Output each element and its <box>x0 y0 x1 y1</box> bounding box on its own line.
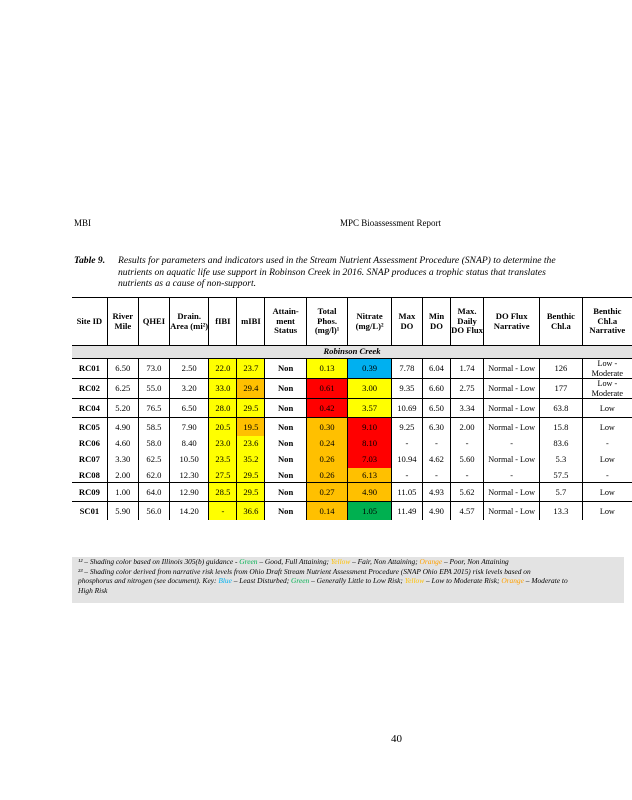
table-row <box>72 483 632 502</box>
do-flux-narrative: - <box>484 436 540 450</box>
nitrate: 7.03 <box>348 450 392 468</box>
footnote-1 <box>78 557 624 567</box>
caption-line-3: nutrients as a cause of non-support. <box>118 278 257 290</box>
benthic-chla-narrative: Low <box>599 454 615 464</box>
nitrate: 1.05 <box>348 502 392 521</box>
min-do: - <box>422 468 450 483</box>
col-header: QHEI <box>138 298 169 346</box>
qhei: 62.0 <box>138 468 169 483</box>
do-flux-narrative: Normal - Low <box>484 399 540 418</box>
max-daily-do-flux: - <box>450 468 483 483</box>
max-do: 10.94 <box>391 450 422 468</box>
max-daily-do-flux: 5.60 <box>450 450 483 468</box>
key-yellow: Yellow <box>330 557 351 566</box>
key-blue: Blue <box>218 576 232 586</box>
footnote-text: – Low to Moderate Risk; <box>424 576 502 586</box>
footnote-text: – Poor, Non Attaining <box>442 557 509 566</box>
benthic-chla-narrative: Low <box>582 399 632 418</box>
max-daily-do-flux: 4.57 <box>450 502 483 521</box>
max-daily-do-flux: 1.74 <box>450 359 483 379</box>
do-flux-narrative: Normal - Low <box>484 418 540 437</box>
site-id: RC05 <box>72 418 107 437</box>
benthic-chla-narrative: Low <box>582 483 632 502</box>
page-number: 40 <box>391 733 402 745</box>
nitrate: 3.57 <box>348 399 392 418</box>
river-mile: 4.90 <box>107 418 138 437</box>
drain-area: 7.90 <box>169 418 208 437</box>
qhei: 73.0 <box>138 359 169 379</box>
header-title: MPC Bioassessment Report <box>340 218 442 228</box>
col-header: Benthic Chl.a <box>540 298 583 346</box>
drain-area: 6.50 <box>169 399 208 418</box>
total-phos: 0.13 <box>306 359 347 379</box>
total-phos: 0.30 <box>306 418 347 437</box>
snap-results-table <box>72 297 632 520</box>
footnote-text: – Least Disturbed; <box>231 576 292 586</box>
total-phos: 0.42 <box>306 399 347 418</box>
site-id: RC07 <box>72 450 107 468</box>
group-label: Robinson Creek <box>72 346 632 359</box>
fibi: 33.0 <box>209 379 237 399</box>
header-left: MBI <box>74 218 92 228</box>
benthic-chla: 57.5 <box>540 468 583 483</box>
key-orange: Orange <box>419 557 443 566</box>
max-do: 9.35 <box>391 379 422 399</box>
footnote-2-line-2 <box>78 576 624 586</box>
fibi: 23.5 <box>209 450 237 468</box>
river-mile: 2.00 <box>107 468 138 483</box>
nitrate: 3.00 <box>348 379 392 399</box>
drain-area: 3.20 <box>169 379 208 399</box>
site-id: RC09 <box>72 483 107 502</box>
benthic-chla-narrative: Low - Moderate <box>582 359 632 379</box>
benthic-chla: 126 <box>540 359 583 379</box>
col-header: Nitrate (mg/L)² <box>348 298 392 346</box>
col-header: Drain. Area (mi²) <box>169 298 208 346</box>
table-row <box>72 359 632 379</box>
qhei: 56.0 <box>138 502 169 521</box>
benthic-chla-narrative: - <box>605 438 609 448</box>
mibi: 36.6 <box>237 502 265 521</box>
attainment-status: Non <box>265 379 306 399</box>
benthic-chla-narrative: Low - Moderate <box>582 379 632 399</box>
table-caption <box>74 255 614 290</box>
attainment-status: Non <box>265 359 306 379</box>
mibi: 29.4 <box>237 379 265 399</box>
site-id: RC01 <box>72 359 107 379</box>
mibi: 29.5 <box>237 483 265 502</box>
benthic-chla: 177 <box>540 379 583 399</box>
footnote-text: phosphorus and nitrogen (see document). Key: <box>78 576 219 586</box>
table-label: Table 9. <box>74 255 106 266</box>
do-flux-narrative: Normal - Low <box>484 483 540 502</box>
table-row <box>72 502 632 521</box>
min-do: - <box>422 436 450 450</box>
table-row <box>72 399 632 418</box>
col-header: Total Phos. (mg/l)¹ <box>306 298 347 346</box>
col-header: Max DO <box>391 298 422 346</box>
key-green: Green <box>239 557 258 566</box>
col-header: River Mile <box>107 298 138 346</box>
drain-area: 14.20 <box>169 502 208 521</box>
table-header-row <box>72 298 632 346</box>
site-id: RC06 <box>72 436 107 450</box>
qhei: 58.0 <box>138 436 169 450</box>
max-daily-do-flux: - <box>450 436 483 450</box>
max-daily-do-flux: 2.75 <box>450 379 483 399</box>
fibi: 28.5 <box>209 483 237 502</box>
drain-area: 8.40 <box>169 436 208 450</box>
drain-area: 12.30 <box>169 468 208 483</box>
benthic-chla-narrative: Low <box>599 422 615 432</box>
benthic-chla: 83.6 <box>540 436 583 450</box>
site-id: RC08 <box>72 468 107 483</box>
river-mile: 6.50 <box>107 359 138 379</box>
drain-area: 12.90 <box>169 483 208 502</box>
do-flux-narrative: Normal - Low <box>484 379 540 399</box>
min-do: 6.50 <box>422 399 450 418</box>
attainment-status: Non <box>265 483 306 502</box>
fibi: 27.5 <box>209 468 237 483</box>
nitrate: 6.13 <box>348 468 392 483</box>
drain-area: 2.50 <box>169 359 208 379</box>
benthic-chla: 5.7 <box>540 483 583 502</box>
table-row <box>72 418 632 437</box>
table-row <box>72 436 632 450</box>
nitrate: 4.90 <box>348 483 392 502</box>
mibi: 19.5 <box>237 418 265 437</box>
col-header: Benthic Chl.a Narrative <box>582 298 632 346</box>
max-do: 11.49 <box>391 502 422 521</box>
fibi: - <box>209 502 237 521</box>
max-daily-do-flux: 2.00 <box>450 418 483 437</box>
key-green: Green <box>291 576 310 586</box>
max-do: 10.69 <box>391 399 422 418</box>
table-row <box>72 379 632 399</box>
qhei: 64.0 <box>138 483 169 502</box>
river-mile: 5.90 <box>107 502 138 521</box>
fibi: 22.0 <box>209 359 237 379</box>
nitrate: 9.10 <box>348 418 392 437</box>
benthic-chla: 15.8 <box>540 418 583 437</box>
site-id: RC02 <box>72 379 107 399</box>
total-phos: 0.61 <box>306 379 347 399</box>
qhei: 58.5 <box>138 418 169 437</box>
max-do: 7.78 <box>391 359 422 379</box>
max-do: - <box>391 468 422 483</box>
mibi: 23.7 <box>237 359 265 379</box>
nitrate: 8.10 <box>348 436 392 450</box>
do-flux-narrative: Normal - Low <box>484 359 540 379</box>
total-phos: 0.14 <box>306 502 347 521</box>
footnote-text: – Moderate to <box>523 576 568 586</box>
river-mile: 5.20 <box>107 399 138 418</box>
col-header: DO Flux Narrative <box>484 298 540 346</box>
attainment-status: Non <box>265 468 306 483</box>
river-mile: 3.30 <box>107 450 138 468</box>
footnotes <box>72 557 624 603</box>
do-flux-narrative: Normal - Low <box>484 502 540 521</box>
max-daily-do-flux: 3.34 <box>450 399 483 418</box>
mibi: 29.5 <box>237 399 265 418</box>
attainment-status: Non <box>265 436 306 450</box>
total-phos: 0.26 <box>306 468 347 483</box>
total-phos: 0.27 <box>306 483 347 502</box>
min-do: 4.90 <box>422 502 450 521</box>
footnote-text: ¹² – Shading color based on Illinois 305(b) guidance - <box>78 557 240 566</box>
min-do: 4.62 <box>422 450 450 468</box>
key-yellow: Yellow <box>404 576 425 586</box>
qhei: 76.5 <box>138 399 169 418</box>
fibi: 20.5 <box>209 418 237 437</box>
mibi: 29.5 <box>237 468 265 483</box>
mibi: 23.6 <box>237 436 265 450</box>
table-row <box>72 468 632 483</box>
qhei: 55.0 <box>138 379 169 399</box>
river-mile: 1.00 <box>107 483 138 502</box>
total-phos: 0.26 <box>306 450 347 468</box>
attainment-status: Non <box>265 450 306 468</box>
col-header: mIBI <box>237 298 265 346</box>
benthic-chla-narrative: - <box>582 468 632 483</box>
benthic-chla-narrative: Low <box>599 506 615 516</box>
max-do: 9.25 <box>391 418 422 437</box>
col-header: Max. Daily DO Flux <box>450 298 483 346</box>
min-do: 4.93 <box>422 483 450 502</box>
col-header: fIBI <box>209 298 237 346</box>
footnote-text: – Generally Little to Low Risk; <box>309 576 405 586</box>
site-id: SC01 <box>72 502 107 521</box>
group-row <box>72 346 632 359</box>
caption-line-2: nutrients on aquatic life use support in Robinson Creek in 2016. SNAP produces a trophic status that translates <box>118 266 546 278</box>
river-mile: 6.25 <box>107 379 138 399</box>
col-header: Attain-ment Status <box>265 298 306 346</box>
benthic-chla: 63.8 <box>540 399 583 418</box>
footnote-2-line-3: High Risk <box>78 585 108 595</box>
benthic-chla: 5.3 <box>540 450 583 468</box>
attainment-status: Non <box>265 502 306 521</box>
mibi: 35.2 <box>237 450 265 468</box>
caption-line-1: Results for parameters and indicators used in the Stream Nutrient Assessment Procedure (SNAP) to determine the <box>118 255 556 266</box>
key-orange: Orange <box>501 576 524 586</box>
min-do: 6.60 <box>422 379 450 399</box>
fibi: 23.0 <box>209 436 237 450</box>
col-header: Site ID <box>72 298 107 346</box>
site-id: RC04 <box>72 399 107 418</box>
attainment-status: Non <box>265 399 306 418</box>
do-flux-narrative: - <box>484 468 540 483</box>
benthic-chla: 13.3 <box>540 502 583 521</box>
table-row <box>72 450 632 468</box>
drain-area: 10.50 <box>169 450 208 468</box>
footnote-2-line-1: ²³ – Shading color derived from narrative risk levels from Ohio Draft Stream Nutrient Assessment Procedure (SNAP Ohio EPA 2015) risk levels based on <box>78 566 531 576</box>
min-do: 6.04 <box>422 359 450 379</box>
total-phos: 0.24 <box>306 436 347 450</box>
max-do: 11.05 <box>391 483 422 502</box>
footnote-text: – Good, Full Attaining; <box>257 557 331 566</box>
max-daily-do-flux: 5.62 <box>450 483 483 502</box>
do-flux-narrative: Normal - Low <box>484 450 540 468</box>
max-do: - <box>391 436 422 450</box>
qhei: 62.5 <box>138 450 169 468</box>
col-header: Min DO <box>422 298 450 346</box>
min-do: 6.30 <box>422 418 450 437</box>
footnote-text: – Fair, Non Attaining; <box>350 557 420 566</box>
nitrate: 0.39 <box>348 359 392 379</box>
attainment-status: Non <box>265 418 306 437</box>
river-mile: 4.60 <box>107 436 138 450</box>
fibi: 28.0 <box>209 399 237 418</box>
